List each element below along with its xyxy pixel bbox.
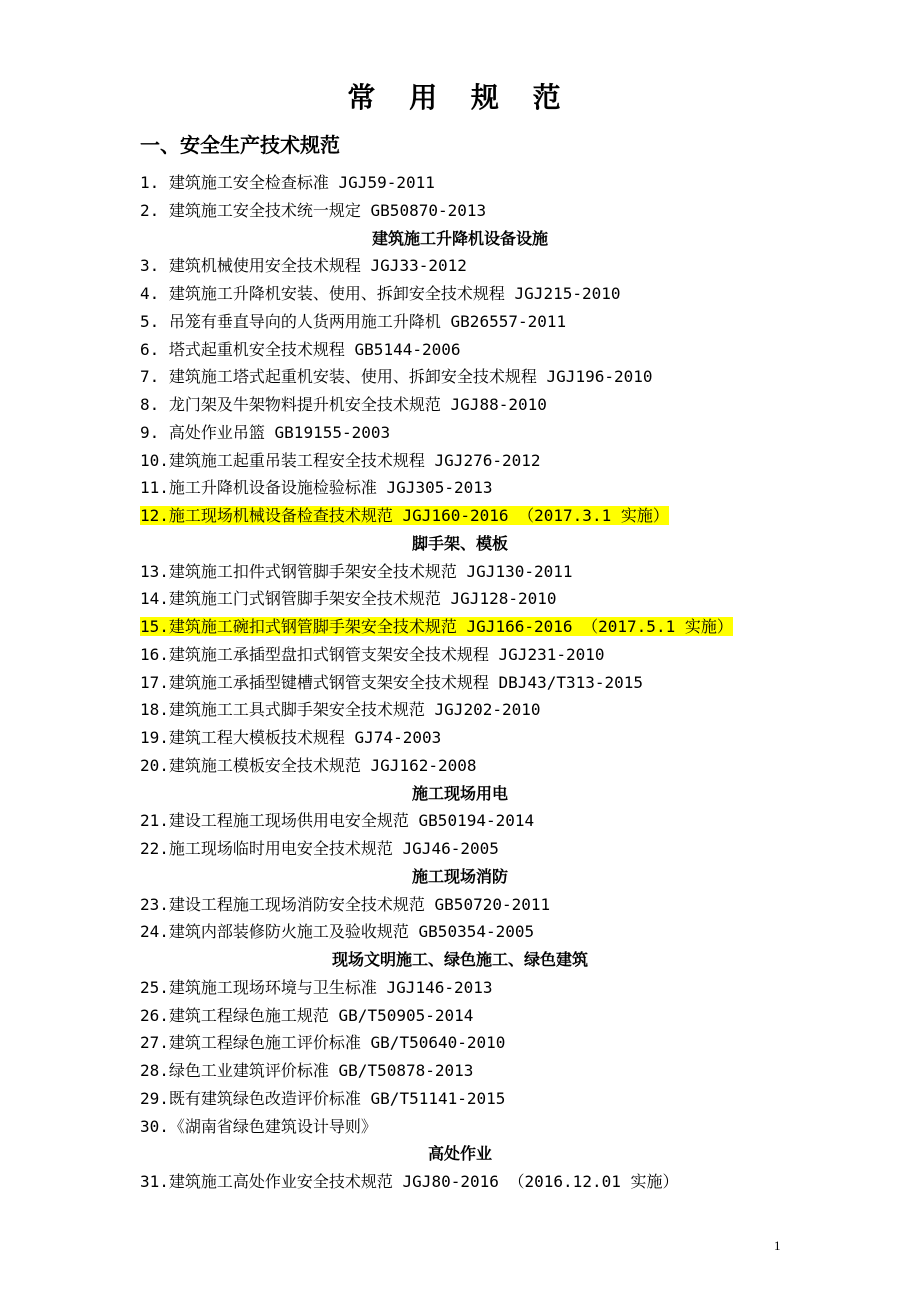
standard-list-item	[0, 363, 920, 391]
item-number: 28.	[140, 1061, 169, 1080]
item-number: 2.	[140, 200, 169, 220]
item-number: 6.	[140, 339, 169, 359]
item-text: 建筑施工承插型键槽式钢管支架安全技术规程 DBJ43/T313-2015	[168, 672, 644, 692]
item-number: 3.	[140, 256, 169, 276]
standard-list-item	[0, 807, 920, 835]
item-text: 建筑施工门式钢管脚手架安全技术规范 JGJ128-2010	[168, 589, 557, 609]
category-heading: 现场文明施工、绿色施工、绿色建筑	[331, 950, 588, 969]
item-text: 建筑施工现场环境与卫生标准 JGJ146-2013	[168, 977, 493, 997]
standard-list-item	[0, 835, 920, 863]
item-text: 建筑施工安全检查标准 JGJ59-2011	[168, 173, 435, 192]
item-number: 24.	[140, 922, 169, 942]
standard-list-item	[0, 197, 920, 225]
item-content	[140, 256, 467, 275]
item-content	[140, 562, 573, 581]
item-number: 23.	[140, 894, 169, 914]
standard-list-item	[0, 1085, 920, 1113]
item-number: 13.	[140, 561, 169, 581]
standard-list-item	[0, 918, 920, 946]
standard-list-item	[0, 280, 920, 308]
item-content	[140, 340, 461, 359]
item-content	[140, 756, 477, 775]
item-text: 建筑施工工具式脚手架安全技术规范 JGJ202-2010	[168, 700, 541, 720]
item-content	[140, 284, 621, 303]
standard-list-item	[0, 613, 920, 641]
item-content	[140, 811, 534, 830]
standard-list-item	[0, 1057, 920, 1085]
item-number: 27.	[140, 1033, 169, 1053]
item-text: 建筑内部装修防火施工及验收规范 GB50354-2005	[168, 922, 535, 942]
item-content	[140, 478, 493, 497]
item-number: 25.	[140, 977, 169, 997]
item-number: 8.	[140, 395, 169, 414]
item-text: 建筑施工扣件式钢管脚手架安全技术规范 JGJ130-2011	[168, 561, 573, 581]
category-heading: 高处作业	[427, 1144, 492, 1164]
standard-list-item	[0, 1113, 920, 1141]
item-number: 11.	[140, 478, 169, 498]
item-content	[140, 1117, 377, 1136]
item-text: 既有建筑绿色改造评价标准 GB/T51141-2015	[168, 1088, 506, 1108]
item-content	[140, 367, 653, 386]
item-content	[140, 700, 541, 719]
item-content	[140, 922, 534, 941]
item-content	[140, 728, 441, 747]
item-number: 26.	[140, 1005, 169, 1025]
item-content	[140, 839, 499, 858]
item-text: 建设工程施工现场消防安全技术规范 GB50720-2011	[168, 894, 551, 914]
highlight-marker	[140, 506, 669, 525]
item-content	[140, 173, 435, 192]
category-heading: 施工现场用电	[411, 783, 508, 803]
item-text: 绿色工业建筑评价标准 GB/T50878-2013	[168, 1061, 474, 1080]
item-text: 施工现场机械设备检查技术规范 JGJ160-2016	[168, 506, 519, 525]
item-text: 建筑工程绿色施工评价标准 GB/T50640-2010	[168, 1033, 506, 1053]
item-number: 31.	[140, 1172, 169, 1191]
standard-list-item	[0, 1002, 920, 1030]
item-content	[140, 423, 390, 442]
item-content	[140, 312, 566, 331]
standard-list-item	[0, 252, 920, 280]
item-text: 建筑施工起重吊装工程安全技术规程 JGJ276-2012	[168, 450, 541, 470]
item-text: 建筑施工模板安全技术规范 JGJ162-2008	[168, 755, 477, 775]
item-text: 高处作业吊篮 GB19155-2003	[168, 422, 391, 442]
highlight-marker	[140, 617, 733, 636]
item-number: 5.	[140, 311, 169, 331]
item-text: 建设工程施工现场供用电安全规范 GB50194-2014	[168, 811, 535, 831]
item-content	[140, 895, 550, 914]
item-number: 21.	[140, 811, 169, 831]
item-number: 4.	[140, 284, 169, 303]
item-number: 17.	[140, 672, 169, 692]
item-text: 建筑施工承插型盘扣式钢管支架安全技术规程 JGJ231-2010	[168, 644, 605, 664]
item-content	[140, 589, 557, 608]
item-text: 施工升降机设备设施检验标准 JGJ305-2013	[168, 478, 493, 498]
item-text: 建筑施工高处作业安全技术规范 JGJ80-2016	[168, 1172, 509, 1191]
item-number: 7.	[140, 367, 169, 387]
standard-list-item	[0, 752, 920, 780]
item-content	[140, 1172, 678, 1191]
standard-list-item	[0, 169, 920, 197]
item-number: 9.	[140, 422, 169, 442]
item-text: 吊笼有垂直导向的人货两用施工升降机 GB26557-2011	[168, 311, 567, 331]
item-content	[140, 1006, 473, 1025]
item-content	[140, 1033, 505, 1052]
standard-list-item	[0, 391, 920, 419]
item-content	[140, 1089, 505, 1108]
item-number: 10.	[140, 450, 169, 470]
standard-list-item	[0, 308, 920, 336]
item-content	[140, 395, 547, 414]
item-text: 建筑施工升降机安装、使用、拆卸安全技术规程 JGJ215-2010	[168, 284, 621, 303]
standard-list-item	[0, 891, 920, 919]
item-number: 12.	[140, 506, 169, 525]
standard-list-item	[0, 1168, 920, 1196]
item-text: 建筑施工塔式起重机安装、使用、拆卸安全技术规程 JGJ196-2010	[168, 367, 653, 387]
item-number: 30.	[140, 1116, 169, 1136]
standard-list-item	[0, 641, 920, 669]
standard-list-item	[0, 724, 920, 752]
item-text: 建筑施工安全技术统一规定 GB50870-2013	[168, 200, 487, 220]
item-number: 16.	[140, 644, 169, 664]
standard-list-item	[0, 558, 920, 586]
standard-list-item	[0, 974, 920, 1002]
item-text: 建筑工程大模板技术规程 GJ74-2003	[168, 728, 442, 747]
item-number: 20.	[140, 755, 169, 775]
standard-list-item	[0, 585, 920, 613]
item-number: 19.	[140, 728, 169, 747]
item-content	[140, 645, 605, 664]
item-text: 建筑机械使用安全技术规程 JGJ33-2012	[168, 256, 467, 276]
standard-list-item	[0, 474, 920, 502]
standard-list-item	[0, 669, 920, 697]
category-heading: 施工现场消防	[411, 866, 508, 886]
item-text: 塔式起重机安全技术规程 GB5144-2006	[168, 339, 461, 359]
item-content	[140, 1061, 473, 1080]
standard-list-item	[0, 447, 920, 475]
item-text: 建筑工程绿色施工规范 GB/T50905-2014	[168, 1005, 474, 1025]
item-content	[140, 978, 493, 997]
item-text: 《湖南省绿色建筑设计导则》	[168, 1116, 377, 1136]
item-number: 29.	[140, 1088, 169, 1108]
item-text: 建筑施工碗扣式钢管脚手架安全技术规范 JGJ166-2016	[168, 617, 583, 636]
document-title: 常 用 规 范	[347, 81, 573, 114]
item-text: 施工现场临时用电安全技术规范 JGJ46-2005	[168, 839, 499, 858]
effective-date-note: （2017.3.1 实施）	[518, 506, 669, 525]
page-number: 1	[774, 1238, 781, 1253]
item-content	[140, 451, 541, 470]
standard-list-item	[0, 1029, 920, 1057]
item-text: 龙门架及牛架物料提升机安全技术规范 JGJ88-2010	[168, 395, 547, 414]
item-number: 22.	[140, 839, 169, 858]
item-number: 1.	[140, 173, 169, 192]
section-heading: 一、安全生产技术规范	[140, 133, 340, 157]
effective-date-note: （2017.5.1 实施）	[582, 617, 733, 636]
item-number: 14.	[140, 589, 169, 609]
standard-list-item	[0, 502, 920, 530]
item-content	[140, 673, 643, 692]
standards-list	[0, 169, 920, 1196]
effective-date-note: （2016.12.01 实施）	[508, 1172, 679, 1191]
item-number: 15.	[140, 617, 169, 636]
standard-list-item	[0, 696, 920, 724]
category-heading: 建筑施工升降机设备设施	[371, 228, 548, 248]
standard-list-item	[0, 419, 920, 447]
category-heading: 脚手架、模板	[411, 533, 508, 553]
standard-list-item	[0, 336, 920, 364]
item-content	[140, 201, 486, 220]
item-number: 18.	[140, 700, 169, 720]
